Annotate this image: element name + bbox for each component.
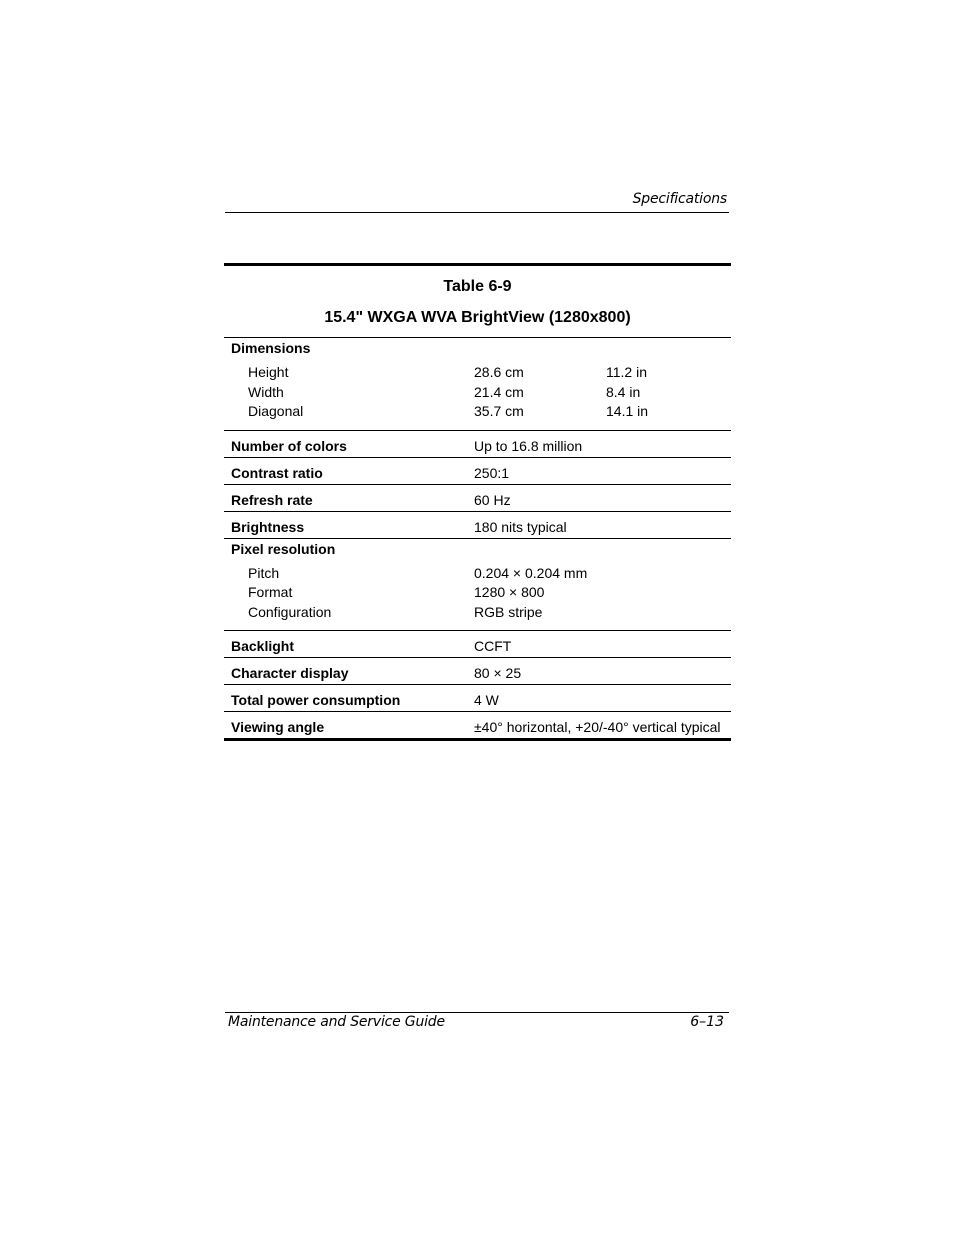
- height-imperial: 11.2 in: [606, 364, 647, 380]
- brightness-value: 180 nits typical: [474, 518, 567, 535]
- backlight-label: Backlight: [231, 638, 295, 654]
- viewing-row: [224, 712, 731, 738]
- configuration-row: [224, 604, 731, 624]
- contrast-label: Contrast ratio: [231, 464, 323, 481]
- contrast-value: 250:1: [474, 464, 510, 481]
- colors-value: Up to 16.8 million: [474, 437, 583, 454]
- colors-row: [224, 431, 731, 457]
- refresh-row: [224, 485, 731, 511]
- pitch-value: 0.204 × 0.204 mm: [474, 564, 588, 581]
- viewing-value: ±40° horizontal, +20/-40° vertical typical: [474, 719, 721, 735]
- power-row: [224, 685, 731, 711]
- pixel-row: [224, 539, 731, 565]
- footer-rule: [225, 1012, 729, 1013]
- table-number: Table 6-9: [443, 278, 512, 295]
- pitch-row: [224, 565, 731, 585]
- format-row: [224, 584, 731, 604]
- contrast-row: [224, 458, 731, 484]
- table-top-rule: [224, 263, 731, 266]
- width-imperial: 8.4 in: [606, 383, 641, 400]
- format-label: Format: [248, 584, 293, 600]
- refresh-value: 60 Hz: [474, 491, 511, 508]
- height-metric: 28.6 cm: [474, 364, 524, 380]
- table-bottom-rule: [224, 738, 731, 741]
- colors-label: Number of colors: [231, 437, 347, 454]
- diagonal-metric: 35.7 cm: [474, 403, 524, 419]
- character-label: Character display: [231, 665, 349, 681]
- refresh-label: Refresh rate: [231, 491, 313, 508]
- configuration-value: RGB stripe: [474, 603, 543, 620]
- brightness-label: Brightness: [231, 518, 305, 535]
- table-title: 15.4" WXGA WVA BrightView (1280x800): [324, 309, 631, 326]
- running-header: Specifications: [632, 191, 727, 207]
- character-value: 80 × 25: [474, 665, 522, 681]
- backlight-value: CCFT: [474, 638, 512, 654]
- height-label: Height: [248, 364, 289, 380]
- power-label: Total power consumption: [231, 692, 401, 708]
- page-number: 6–13: [690, 1014, 724, 1030]
- height-row: [224, 364, 731, 384]
- width-metric: 21.4 cm: [474, 383, 524, 400]
- width-row: [224, 384, 731, 404]
- diagonal-imperial: 14.1 in: [606, 403, 649, 419]
- pitch-label: Pitch: [248, 564, 280, 581]
- diagonal-row: [224, 403, 731, 423]
- pixel-label: Pixel resolution: [231, 540, 336, 557]
- header-rule: [225, 212, 729, 213]
- configuration-label: Configuration: [248, 603, 332, 620]
- dimensions-row: [224, 338, 731, 364]
- spec-table: [224, 263, 731, 741]
- dimensions-label: Dimensions: [231, 340, 311, 356]
- footer-guide-title: Maintenance and Service Guide: [228, 1014, 445, 1030]
- backlight-row: [224, 631, 731, 657]
- character-row: [224, 658, 731, 684]
- width-label: Width: [248, 383, 284, 400]
- viewing-label: Viewing angle: [231, 719, 325, 735]
- format-value: 1280 × 800: [474, 584, 545, 600]
- diagonal-label: Diagonal: [248, 403, 304, 419]
- power-value: 4 W: [474, 692, 499, 708]
- brightness-row: [224, 512, 731, 538]
